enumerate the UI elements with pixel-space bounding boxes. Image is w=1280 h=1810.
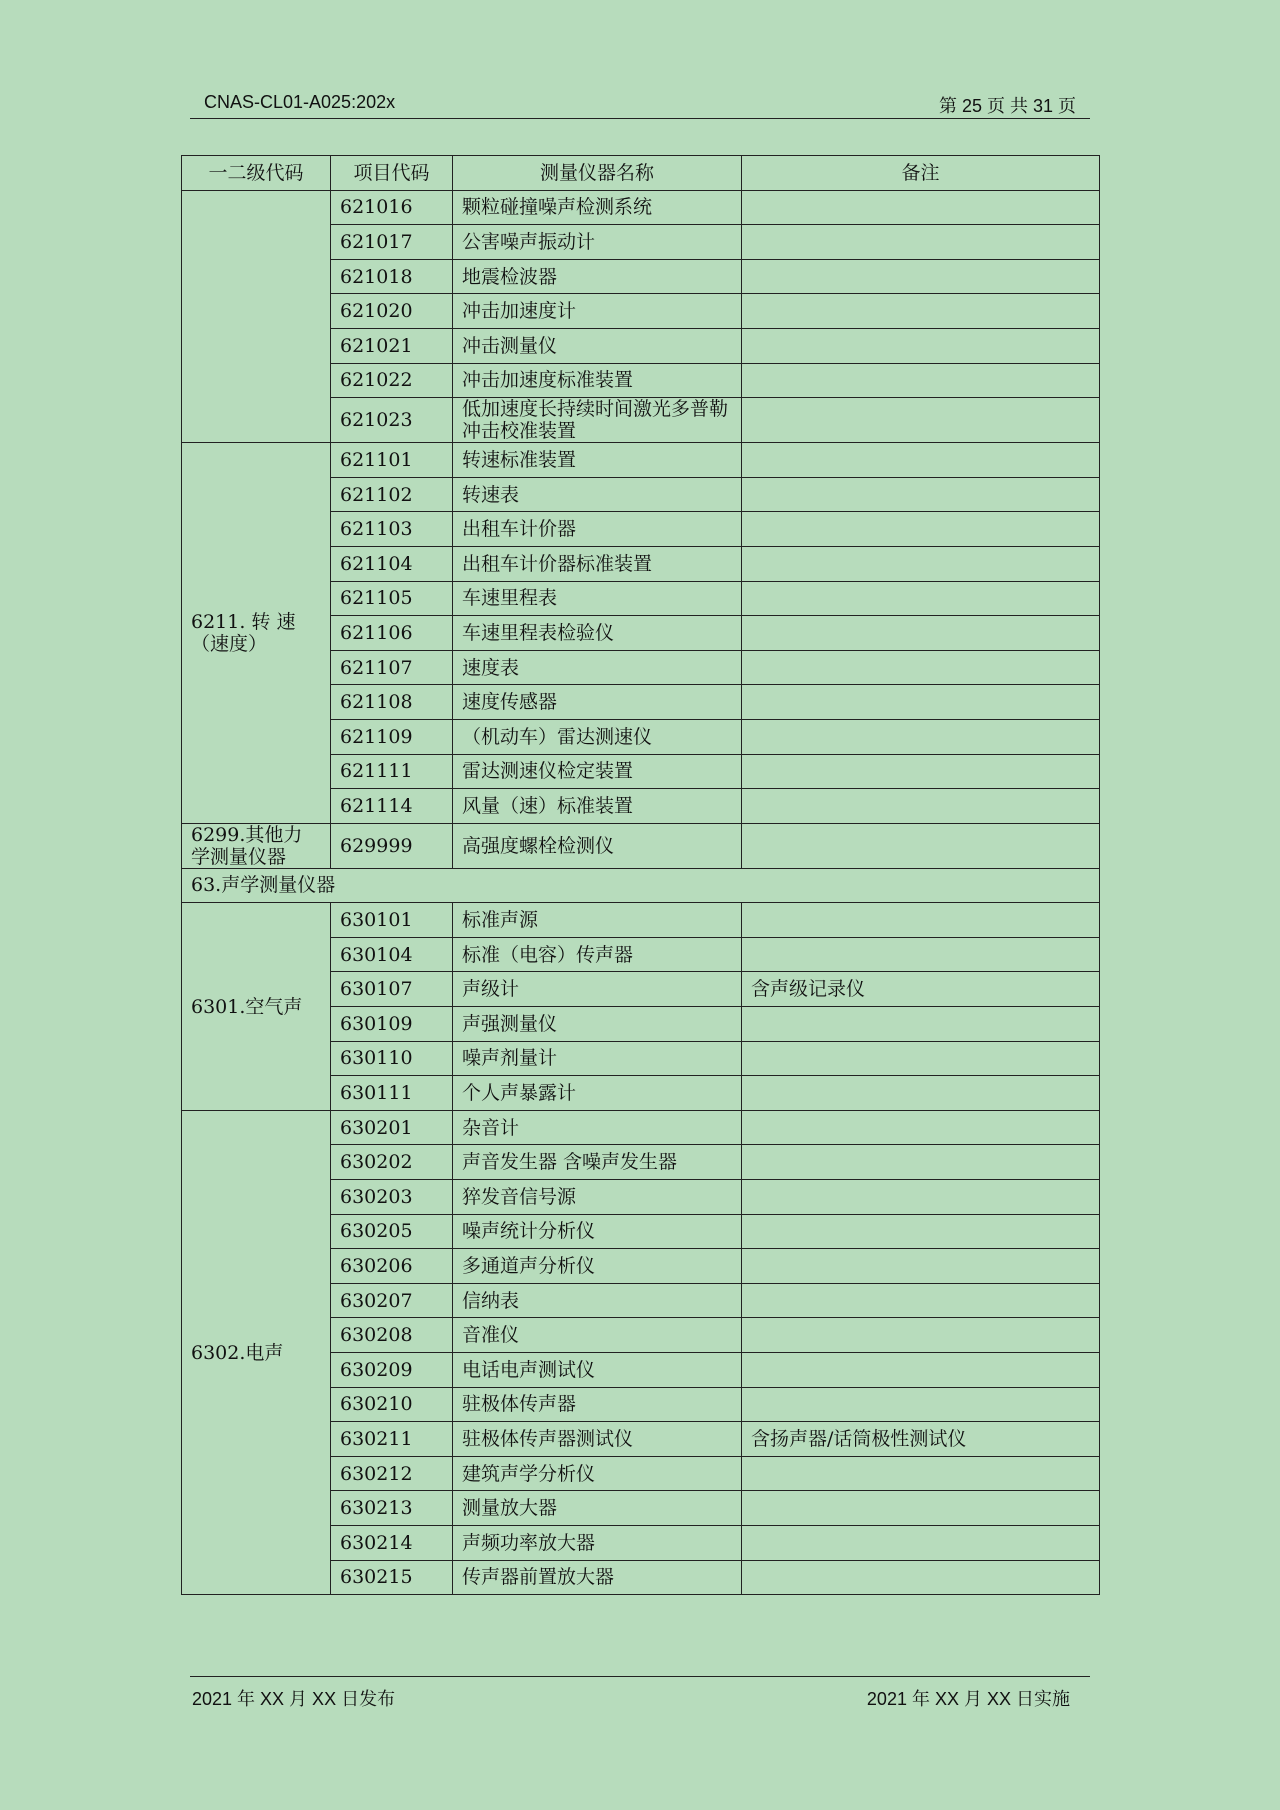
remarks xyxy=(742,443,1100,478)
item-code: 621017 xyxy=(331,225,453,260)
item-code: 621114 xyxy=(331,789,453,824)
instrument-name: 标准（电容）传声器 xyxy=(453,937,742,972)
remarks xyxy=(742,1007,1100,1042)
level-code-cell-empty xyxy=(182,190,331,443)
section-row xyxy=(182,868,1100,903)
instrument-table xyxy=(181,155,1100,1595)
item-code: 630104 xyxy=(331,937,453,972)
remarks xyxy=(742,685,1100,720)
remarks xyxy=(742,328,1100,363)
instrument-name: 电话电声测试仪 xyxy=(453,1353,742,1388)
instrument-name: 雷达测速仪检定装置 xyxy=(453,754,742,789)
instrument-name: 转速标准装置 xyxy=(453,443,742,478)
item-code: 621101 xyxy=(331,443,453,478)
instrument-name: 地震检波器 xyxy=(453,259,742,294)
remarks xyxy=(742,1283,1100,1318)
item-code: 630211 xyxy=(331,1422,453,1457)
instrument-name: 颗粒碰撞噪声检测系统 xyxy=(453,190,742,225)
table-row xyxy=(182,903,1100,938)
instrument-name: 声强测量仪 xyxy=(453,1007,742,1042)
remarks xyxy=(742,1180,1100,1215)
remarks xyxy=(742,190,1100,225)
item-code: 621102 xyxy=(331,477,453,512)
item-code: 630212 xyxy=(331,1456,453,1491)
item-code: 630214 xyxy=(331,1525,453,1560)
table-row xyxy=(182,1110,1100,1145)
issue-date: 2021 年 XX 月 XX 日发布 xyxy=(192,1689,396,1709)
remarks: 含声级记录仪 xyxy=(742,972,1100,1007)
instrument-name: 声频功率放大器 xyxy=(453,1525,742,1560)
instrument-name: 信纳表 xyxy=(453,1283,742,1318)
column-header-instrument-name: 测量仪器名称 xyxy=(453,156,742,191)
remarks xyxy=(742,294,1100,329)
level-code-6211: 6211. 转 速（速度） xyxy=(182,443,331,824)
table-row xyxy=(182,190,1100,225)
item-code: 630111 xyxy=(331,1076,453,1111)
section-heading: 63.声学测量仪器 xyxy=(182,868,1100,903)
remarks xyxy=(742,1387,1100,1422)
page-header xyxy=(190,88,1090,119)
instrument-name: 噪声统计分析仪 xyxy=(453,1214,742,1249)
remarks xyxy=(742,1110,1100,1145)
instrument-name: 传声器前置放大器 xyxy=(453,1560,742,1595)
item-code: 630205 xyxy=(331,1214,453,1249)
remarks xyxy=(742,1214,1100,1249)
page-number: 第 25 页 共 31 页 xyxy=(938,96,1076,116)
instrument-name: 个人声暴露计 xyxy=(453,1076,742,1111)
table-row xyxy=(182,823,1100,868)
instrument-name: 多通道声分析仪 xyxy=(453,1249,742,1284)
instrument-name: 冲击加速度计 xyxy=(453,294,742,329)
remarks xyxy=(742,1560,1100,1595)
instrument-name: 驻极体传声器测试仪 xyxy=(453,1422,742,1457)
remarks: 含扬声器/话筒极性测试仪 xyxy=(742,1422,1100,1457)
instrument-name: 驻极体传声器 xyxy=(453,1387,742,1422)
item-code: 621020 xyxy=(331,294,453,329)
remarks xyxy=(742,754,1100,789)
remarks xyxy=(742,823,1100,868)
remarks xyxy=(742,1353,1100,1388)
item-code: 621021 xyxy=(331,328,453,363)
remarks xyxy=(742,903,1100,938)
item-code: 621103 xyxy=(331,512,453,547)
remarks xyxy=(742,1145,1100,1180)
item-code: 621022 xyxy=(331,363,453,398)
remarks xyxy=(742,363,1100,398)
column-header-remarks: 备注 xyxy=(742,156,1100,191)
item-code: 621111 xyxy=(331,754,453,789)
level-code-6301: 6301.空气声 xyxy=(182,903,331,1111)
item-code: 630203 xyxy=(331,1180,453,1215)
item-code: 621023 xyxy=(331,398,453,443)
instrument-name: 冲击测量仪 xyxy=(453,328,742,363)
instrument-name: 车速里程表 xyxy=(453,581,742,616)
item-code: 621018 xyxy=(331,259,453,294)
item-code: 630207 xyxy=(331,1283,453,1318)
item-code: 630209 xyxy=(331,1353,453,1388)
instrument-name: 杂音计 xyxy=(453,1110,742,1145)
remarks xyxy=(742,259,1100,294)
item-code: 630208 xyxy=(331,1318,453,1353)
item-code: 630201 xyxy=(331,1110,453,1145)
instrument-name: 公害噪声振动计 xyxy=(453,225,742,260)
instrument-name: 标准声源 xyxy=(453,903,742,938)
item-code: 630206 xyxy=(331,1249,453,1284)
remarks xyxy=(742,789,1100,824)
instrument-name: 声级计 xyxy=(453,972,742,1007)
instrument-name: 低加速度长持续时间激光多普勒冲击校准装置 xyxy=(453,398,742,443)
instrument-name: 出租车计价器 xyxy=(453,512,742,547)
item-code: 621107 xyxy=(331,650,453,685)
remarks xyxy=(742,719,1100,754)
item-code: 629999 xyxy=(331,823,453,868)
instrument-name: 测量放大器 xyxy=(453,1491,742,1526)
item-code: 630101 xyxy=(331,903,453,938)
page-footer xyxy=(190,1676,1090,1717)
item-code: 630213 xyxy=(331,1491,453,1526)
item-code: 621108 xyxy=(331,685,453,720)
item-code: 621106 xyxy=(331,616,453,651)
document-code: CNAS-CL01-A025:202x xyxy=(204,92,396,112)
instrument-name: 音准仪 xyxy=(453,1318,742,1353)
instrument-name: 出租车计价器标准装置 xyxy=(453,546,742,581)
instrument-name: 高强度螺栓检测仪 xyxy=(453,823,742,868)
instrument-name: 声音发生器 含噪声发生器 xyxy=(453,1145,742,1180)
instrument-name: 速度传感器 xyxy=(453,685,742,720)
instrument-name: （机动车）雷达测速仪 xyxy=(453,719,742,754)
remarks xyxy=(742,398,1100,443)
remarks xyxy=(742,477,1100,512)
instrument-name: 建筑声学分析仪 xyxy=(453,1456,742,1491)
remarks xyxy=(742,1249,1100,1284)
instrument-name: 转速表 xyxy=(453,477,742,512)
remarks xyxy=(742,1041,1100,1076)
item-code: 621109 xyxy=(331,719,453,754)
item-code: 621105 xyxy=(331,581,453,616)
instrument-name: 冲击加速度标准装置 xyxy=(453,363,742,398)
item-code: 630210 xyxy=(331,1387,453,1422)
item-code: 630215 xyxy=(331,1560,453,1595)
table-row xyxy=(182,443,1100,478)
remarks xyxy=(742,1318,1100,1353)
remarks xyxy=(742,225,1100,260)
remarks xyxy=(742,616,1100,651)
remarks xyxy=(742,1491,1100,1526)
instrument-name: 猝发音信号源 xyxy=(453,1180,742,1215)
remarks xyxy=(742,512,1100,547)
remarks xyxy=(742,546,1100,581)
remarks xyxy=(742,937,1100,972)
item-code: 630202 xyxy=(331,1145,453,1180)
level-code-6299: 6299.其他力学测量仪器 xyxy=(182,823,331,868)
item-code: 630109 xyxy=(331,1007,453,1042)
table-header-row xyxy=(182,156,1100,191)
instrument-name: 噪声剂量计 xyxy=(453,1041,742,1076)
item-code: 621104 xyxy=(331,546,453,581)
remarks xyxy=(742,1525,1100,1560)
instrument-name: 风量（速）标准装置 xyxy=(453,789,742,824)
item-code: 621016 xyxy=(331,190,453,225)
instrument-name: 车速里程表检验仪 xyxy=(453,616,742,651)
remarks xyxy=(742,1076,1100,1111)
level-code-6302: 6302.电声 xyxy=(182,1110,331,1594)
column-header-level-code: 一二级代码 xyxy=(182,156,331,191)
item-code: 630107 xyxy=(331,972,453,1007)
remarks xyxy=(742,581,1100,616)
remarks xyxy=(742,650,1100,685)
remarks xyxy=(742,1456,1100,1491)
column-header-item-code: 项目代码 xyxy=(331,156,453,191)
item-code: 630110 xyxy=(331,1041,453,1076)
instrument-name: 速度表 xyxy=(453,650,742,685)
effective-date: 2021 年 XX 月 XX 日实施 xyxy=(866,1689,1070,1709)
